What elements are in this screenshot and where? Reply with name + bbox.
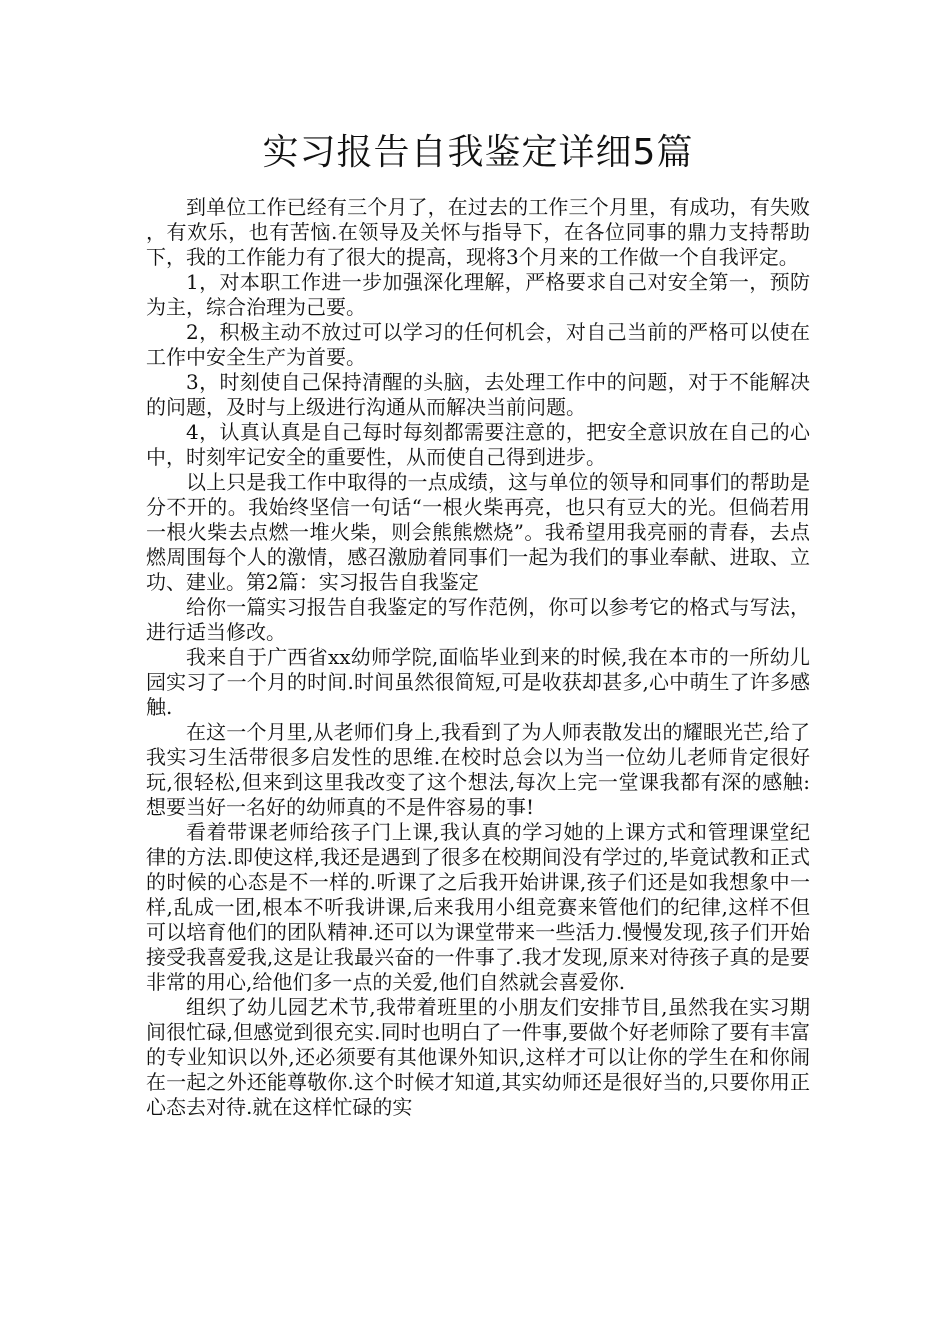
paragraph: 以上只是我工作中取得的一点成绩，这与单位的领导和同事们的帮助是分不开的。我始终坚信一句话“一根火柴再亮，也只有豆大的光。但倘若用一根火柴去点燃一堆火柴，则会熊熊燃烧”。我希望用我亮丽的青春，去点燃周围每个人的激情，感召激励着同事们一起为我们的事业奉献、进取、立功、建业。第2篇：实习报告自我鉴定 [146, 470, 810, 594]
document-body [146, 195, 810, 1120]
paragraph: 我来自于广西省xx幼师学院,面临毕业到来的时候,我在本市的一所幼儿园实习了一个月的时间.时间虽然很简短,可是收获却甚多,心中萌生了许多感触. [146, 645, 810, 719]
document-page [146, 0, 810, 1120]
paragraph: 组织了幼儿园艺术节,我带着班里的小朋友们安排节目,虽然我在实习期间很忙碌,但感觉到很充实.同时也明白了一件事,要做个好老师除了要有丰富的专业知识以外,还必须要有其他课外知识,这样才可以让你的学生在和你闹在一起之外还能尊敬你.这个时候才知道,其实幼师还是很好当的,只要你用正心态去对待.就在这样忙碌的实 [146, 995, 810, 1119]
paragraph: 2，积极主动不放过可以学习的任何机会，对自己当前的严格可以使在工作中安全生产为首要。 [146, 320, 810, 369]
paragraph: 给你一篇实习报告自我鉴定的写作范例，你可以参考它的格式与写法，进行适当修改。 [146, 595, 810, 644]
paragraph: 在这一个月里,从老师们身上,我看到了为人师表散发出的耀眼光芒,给了我实习生活带很多启发性的思维.在校时总会以为当一位幼儿老师肯定很好玩,很轻松,但来到这里我改变了这个想法,每次上完一堂课我都有深的感触:想要当好一名好的幼师真的不是件容易的事! [146, 720, 810, 819]
paragraph: 3，时刻使自己保持清醒的头脑，去处理工作中的问题，对于不能解决的问题，及时与上级进行沟通从而解决当前问题。 [146, 370, 810, 419]
paragraph: 到单位工作已经有三个月了，在过去的工作三个月里，有成功，有失败，有欢乐，也有苦恼.在领导及关怀与指导下，在各位同事的鼎力支持帮助下，我的工作能力有了很大的提高，现将3个月来的工作做一个自我评定。 [146, 195, 810, 269]
paragraph: 看着带课老师给孩子门上课,我认真的学习她的上课方式和管理课堂纪律的方法.即使这样,我还是遇到了很多在校期间没有学过的,毕竟试教和正式的时候的心态是不一样的.听课了之后我开始讲课,孩子们还是如我想象中一样,乱成一团,根本不听我讲课,后来我用小组竞赛来管他们的纪律,这样不但可以培育他们的团队精神.还可以为课堂带来一些活力.慢慢发现,孩子们开始接受我喜爱我,这是让我最兴奋的一件事了.我才发现,原来对待孩子真的是要非常的用心,给他们多一点的关爱,他们自然就会喜爱你. [146, 820, 810, 994]
paragraph: 1，对本职工作进一步加强深化理解，严格要求自己对安全第一，预防为主，综合治理为己要。 [146, 270, 810, 319]
document-title: 实习报告自我鉴定详细5篇 [262, 132, 694, 173]
paragraph: 4，认真认真是自己每时每刻都需要注意的，把安全意识放在自己的心中，时刻牢记安全的重要性，从而使自己得到进步。 [146, 420, 810, 469]
